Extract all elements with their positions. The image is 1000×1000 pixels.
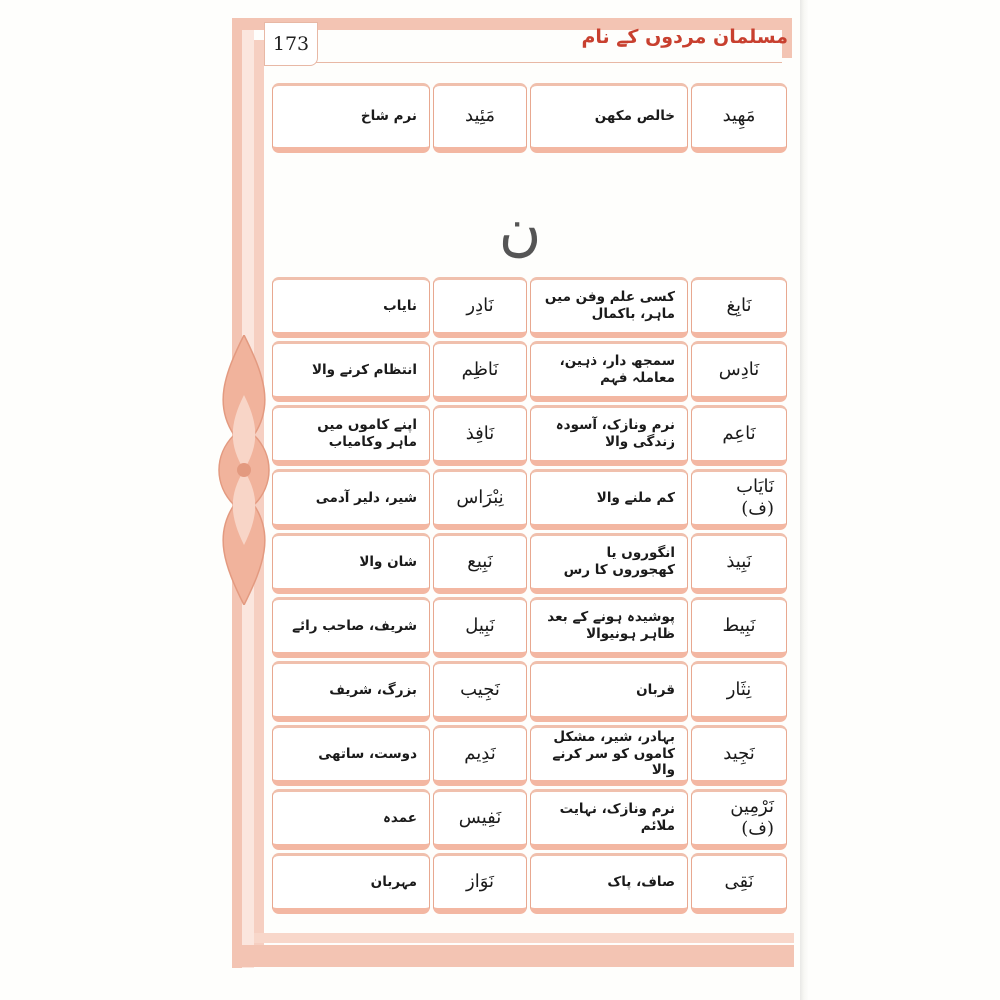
table-cell-name: نَاظِم	[433, 341, 527, 402]
table-cell-name: نَرْمِین (ف)	[691, 789, 787, 850]
table-cell-meaning: شریف، صاحب رائے	[272, 597, 430, 658]
table-cell-name: نِبْرَاس	[433, 469, 527, 530]
table-cell-meaning: شیر، دلیر آدمی	[272, 469, 430, 530]
floral-medallion-icon	[214, 335, 274, 605]
table-cell-meaning: عمدہ	[272, 789, 430, 850]
table-cell-meaning: نایاب	[272, 277, 430, 338]
table-cell-name: نَدِیم	[433, 725, 527, 786]
table-cell-name: نَفِیس	[433, 789, 527, 850]
table-cell-name: نَادِر	[433, 277, 527, 338]
table-cell-name: نَوَاز	[433, 853, 527, 914]
table-cell-name: نَبِیط	[691, 597, 787, 658]
table-cell-meaning: نرم ونازک، آسودہ زندگی والا	[530, 405, 688, 466]
table-cell-meaning: اپنے کاموں میں ماہر وکامیاب	[272, 405, 430, 466]
page-fold	[800, 0, 808, 1000]
running-header-title: مسلمان مردوں کے نام	[581, 26, 788, 48]
table-cell-name: نِثَار	[691, 661, 787, 722]
table-cell-name: نَجِیب	[433, 661, 527, 722]
table-cell-meaning: خالص مکھن	[530, 83, 688, 153]
table-cell-meaning: دوست، ساتھی	[272, 725, 430, 786]
top-names-table	[272, 83, 786, 153]
table-cell-meaning: مہربان	[272, 853, 430, 914]
table-cell-name: نَایَاب (ف)	[691, 469, 787, 530]
table-cell-meaning: سمجھ دار، ذہین، معاملہ فہم	[530, 341, 688, 402]
table-cell-name: نَاعِم	[691, 405, 787, 466]
section-letter-heading: ن	[498, 195, 542, 263]
table-cell-meaning: بہادر، شیر، مشکل کاموں کو سر کرنے والا	[530, 725, 688, 786]
table-cell-name: مَئِید	[433, 83, 527, 153]
table-cell-name: نَقِی	[691, 853, 787, 914]
table-cell-meaning: کم ملنے والا	[530, 469, 688, 530]
table-cell-meaning: انتظام کرنے والا	[272, 341, 430, 402]
page-number: 173	[264, 22, 318, 66]
table-cell-meaning: نرم ونازک، نہایت ملائم	[530, 789, 688, 850]
frame-bottom	[232, 945, 794, 967]
header-rule	[316, 62, 782, 63]
table-cell-meaning: نرم شاخ	[272, 83, 430, 153]
table-cell-meaning: انگوروں یا کھجوروں کا رس	[530, 533, 688, 594]
table-cell-meaning: پوشیدہ ہونے کے بعد ظاہر ہونیوالا	[530, 597, 688, 658]
table-cell-name: نَابِغ	[691, 277, 787, 338]
table-cell-meaning: قربان	[530, 661, 688, 722]
table-cell-name: نَادِس	[691, 341, 787, 402]
table-cell-meaning: صاف، پاک	[530, 853, 688, 914]
frame-bottom-inner	[254, 933, 794, 943]
table-cell-name: مَھِید	[691, 83, 787, 153]
table-cell-name: نَبِیل	[433, 597, 527, 658]
table-cell-name: نَبِیذ	[691, 533, 787, 594]
table-cell-meaning: شان والا	[272, 533, 430, 594]
table-cell-meaning: کسی علم وفن میں ماہر، باکمال	[530, 277, 688, 338]
table-cell-name: نَافِذ	[433, 405, 527, 466]
table-cell-meaning: بزرگ، شریف	[272, 661, 430, 722]
names-table	[272, 277, 786, 914]
table-cell-name: نَجِید	[691, 725, 787, 786]
table-cell-name: نَبِیع	[433, 533, 527, 594]
